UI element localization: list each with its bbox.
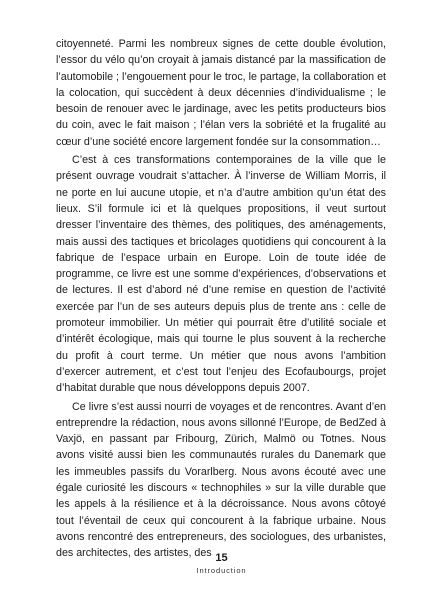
main-text-block [56,36,386,562]
paragraph: C’est à ces transformations contemporaines de la ville que le présent ouvrage voudrait s’attacher. À l’inverse de William Morris, il ne porte en lui aucune utopie, et n’a d’autre ambition qu’un état des lieux. S’il formule ici et là quelques propositions, il veut surtout dresser l’inventaire des thèmes, des politiques, des aménagements, mais aussi des tactiques et bricolages quotidiens qui concourent à la fabrique de l’espace urbain en Europe. Loin de toute idée de programme, ce livre est une somme d’expériences, d’observations et de lectures. Il est d’abord né d’une remise en question de l’activité exercée par l’un de ses auteurs depuis plus de trente ans : celle de promoteur immobilier. Un métier qui pourrait être d’utilité sociale et d’intérêt écologique, mais qui tourne le plus souvent à la recherche du profit à court terme. Un métier que nous avons l’ambition d’exercer autrement, et c’est tout l’enjeu des Ecofaubourgs, projet d’habitat durable que nous développons depuis 2007. [56,154,386,395]
page-number: 15 [215,552,228,564]
paragraph: Ce livre s’est aussi nourri de voyages et de rencontres. Avant d’en entreprendre la rédaction, nous avons sillonné l’Europe, de BedZed à Vaxjö, en passant par Fribourg, Zürich, Malmö ou Totnes. Nous avons visité aussi bien les communautés rurales du Danemark que les immeubles passifs du Vorarlberg. Nous avons écouté avec une égale curiosité les discours « technophiles » sur la ville durable que les appels à la résilience et à la décroissance. Nous avons côtoyé tout l’éventail de ceux qui concourent à la fabrique urbaine. Nous avons rencontré des entrepreneurs, des sociologues, des urbanistes, des architectes, des artistes, des [56,400,386,560]
running-footer-section: Introduction [196,566,247,575]
paragraph-continued: citoyenneté. Parmi les nombreux signes de cette double évolution, l’essor du vélo qu’on croyait à jamais distancé par la massification de l’automobile ; l’engouement pour le troc, le partage, la collaboration et la colocation, qui succèdent à deux décennies d’individualisme ; le besoin de renouer avec le jardinage, avec les petits producteurs bios du coin, avec le fait maison ; l’élan vers la sobriété et la frugalité au cœur d’une société encore largement fondée sur la consommation… [56,38,386,148]
page-footer [0,552,443,576]
